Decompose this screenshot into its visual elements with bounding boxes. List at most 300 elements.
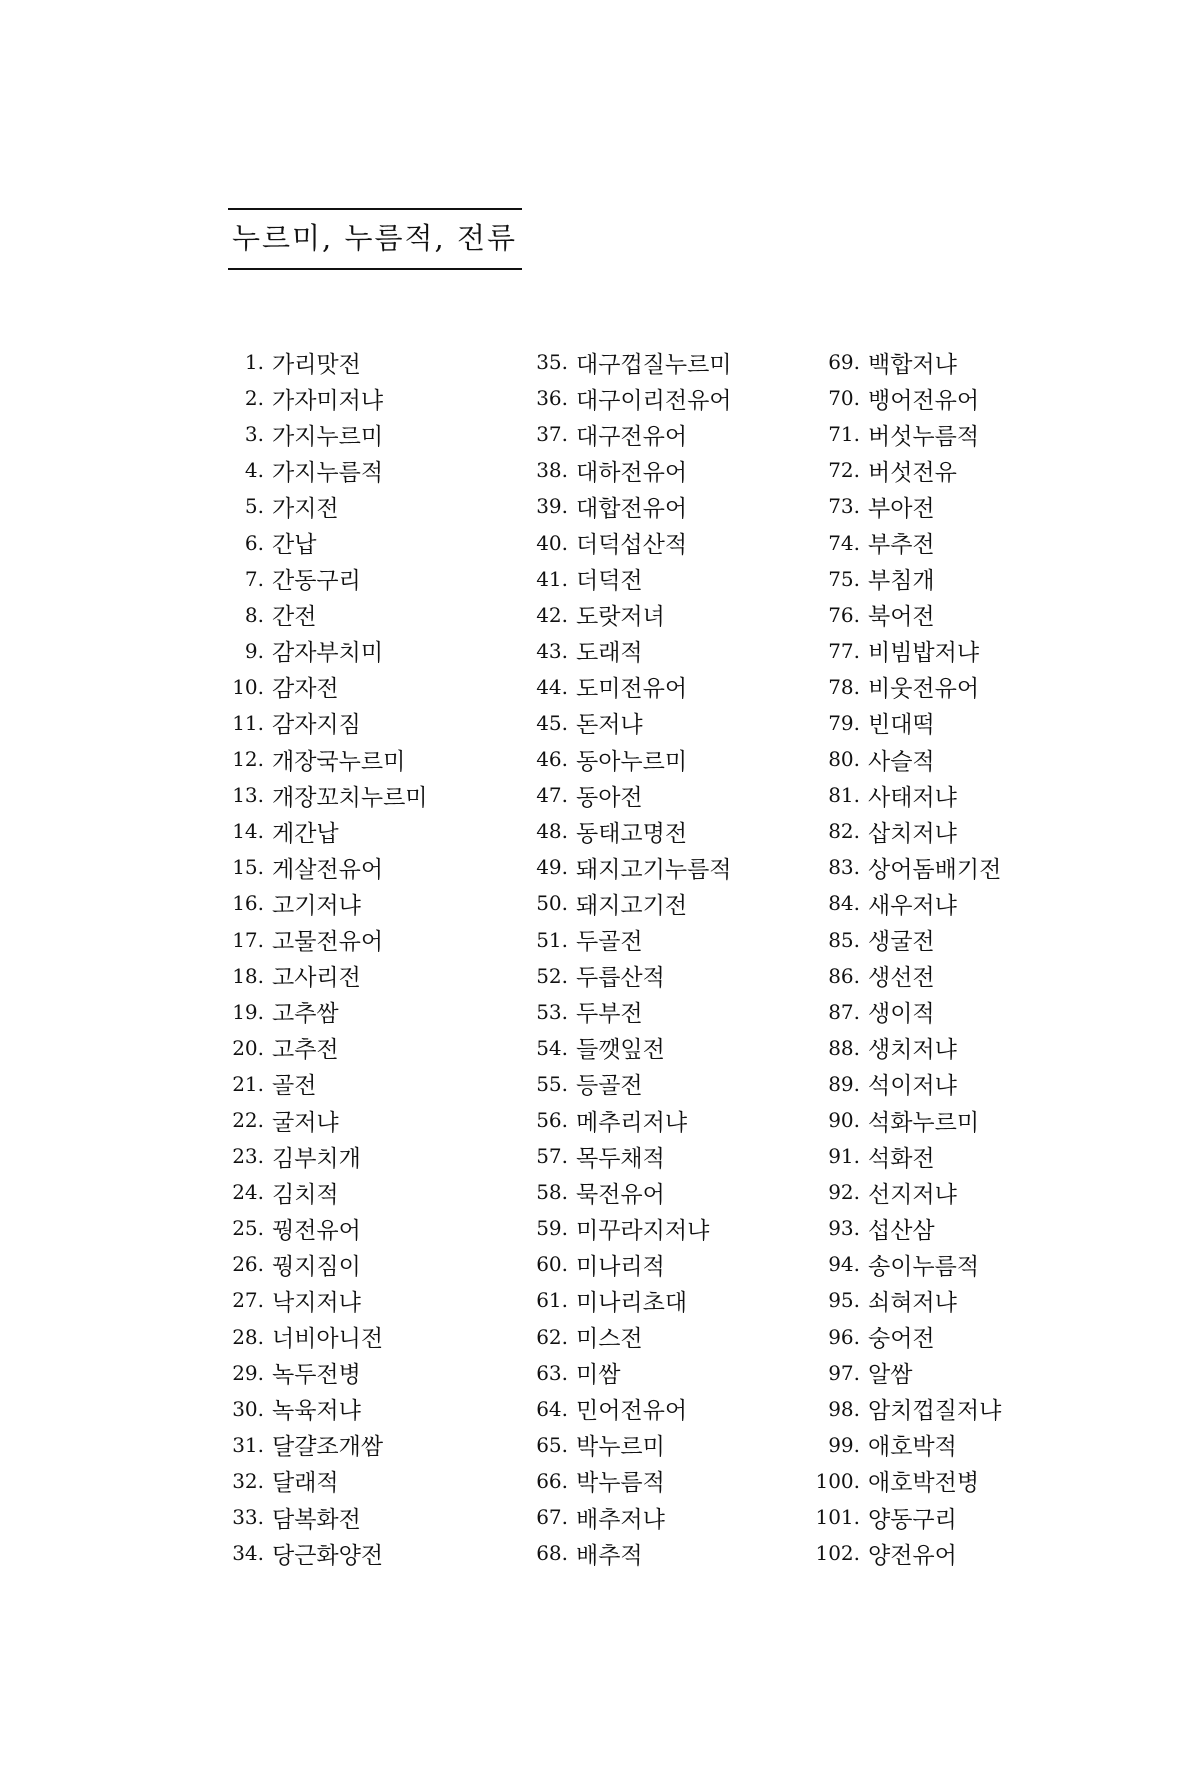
item-name: 배추저냐 [576,1506,665,1533]
item-name: 가리맛전 [272,351,361,378]
item-number: 92. [828,1180,860,1205]
item-name: 생선전 [868,965,935,992]
item-name: 대구껍질누르미 [576,351,732,378]
item-name: 더덕섭산적 [576,532,688,559]
item-number: 2. [244,386,264,411]
item-number: 70. [828,386,860,411]
item-number: 59. [536,1216,568,1241]
item-number: 15. [232,855,264,880]
list-item [508,885,732,921]
item-number: 80. [828,747,860,772]
list-item [800,1282,1001,1318]
item-number: 39. [536,494,568,519]
item-number: 38. [536,458,568,483]
item-name: 양동구리 [868,1506,957,1533]
item-name: 굴저냐 [272,1109,339,1136]
item-number: 102. [815,1541,860,1566]
list-item [508,669,732,705]
item-name: 녹육저냐 [272,1398,361,1425]
item-name: 들깻잎전 [576,1037,665,1064]
list-item [508,705,732,741]
item-name: 생이적 [868,1001,935,1028]
list-item [204,1535,428,1571]
item-name: 당근화양전 [272,1542,384,1569]
item-number: 52. [536,963,568,988]
list-item [508,344,732,380]
item-name: 미나리적 [576,1253,665,1280]
item-number: 68. [536,1541,568,1566]
item-number: 35. [536,350,568,375]
list-item [204,1282,428,1318]
list-item [204,885,428,921]
item-name: 송이누름적 [868,1253,980,1280]
item-number: 81. [828,783,860,808]
item-number: 42. [536,602,568,627]
item-name: 사슬적 [868,748,935,775]
item-name: 새우저냐 [868,892,957,919]
list-item [508,1282,732,1318]
list-item [800,849,1001,885]
item-number: 6. [244,530,264,555]
item-name: 생굴전 [868,929,935,956]
list-item [204,1427,428,1463]
list-item [204,561,428,597]
list-item [204,344,428,380]
item-number: 51. [536,927,568,952]
item-name: 가지누르미 [272,423,384,450]
item-name: 대구이리전유어 [576,387,732,414]
list-item [204,1246,428,1282]
item-number: 48. [536,819,568,844]
item-number: 55. [536,1071,568,1096]
list-item [204,1174,428,1210]
list-item [800,1427,1001,1463]
item-name: 대합전유어 [576,495,688,522]
list-item [204,1499,428,1535]
item-name: 고추전 [272,1037,339,1064]
item-name: 백합저냐 [868,351,957,378]
item-name: 부침개 [868,568,935,595]
list-item [204,524,428,560]
list-item [800,1463,1001,1499]
list-item [204,1102,428,1138]
item-name: 도래적 [576,640,643,667]
item-number: 88. [828,1035,860,1060]
item-name: 도미전유어 [576,676,688,703]
item-name: 부추전 [868,532,935,559]
item-number: 9. [244,638,264,663]
section-title-block [228,208,522,270]
list-item [204,1030,428,1066]
item-name: 애호박전병 [868,1470,980,1497]
item-name: 부아전 [868,495,935,522]
item-number: 40. [536,530,568,555]
list-item [204,958,428,994]
item-number: 66. [536,1468,568,1493]
list-item [204,452,428,488]
list-item [204,741,428,777]
item-name: 미나리초대 [576,1289,688,1316]
item-name: 간전 [272,604,317,631]
item-name: 두골전 [576,929,643,956]
item-number: 53. [536,999,568,1024]
list-item [508,452,732,488]
item-number: 74. [828,530,860,555]
list-column-2 [508,344,732,1571]
item-number: 57. [536,1144,568,1169]
item-number: 87. [828,999,860,1024]
item-name: 달걀조개쌈 [272,1434,384,1461]
item-name: 김부치개 [272,1145,361,1172]
list-item [508,994,732,1030]
item-number: 25. [232,1216,264,1241]
item-name: 묵전유어 [576,1181,665,1208]
list-item [508,1246,732,1282]
list-item [508,922,732,958]
item-name: 배추적 [576,1542,643,1569]
list-column-3 [800,344,1001,1571]
list-item [508,1463,732,1499]
item-number: 95. [828,1288,860,1313]
item-name: 게살전유어 [272,856,384,883]
section-title: 누르미, 누름적, 전류 [232,221,517,255]
item-name: 간동구리 [272,568,361,595]
item-number: 79. [828,710,860,735]
list-item [508,1174,732,1210]
item-number: 44. [536,674,568,699]
item-number: 72. [828,458,860,483]
list-item [508,1210,732,1246]
item-number: 101. [815,1505,860,1530]
list-item [508,380,732,416]
item-name: 감자전 [272,676,339,703]
item-number: 24. [232,1180,264,1205]
item-number: 97. [828,1360,860,1385]
item-name: 미쌈 [576,1362,621,1389]
item-name: 목두채적 [576,1145,665,1172]
list-item [508,849,732,885]
list-item [508,633,732,669]
item-number: 64. [536,1396,568,1421]
item-number: 83. [828,855,860,880]
list-item [800,1030,1001,1066]
item-name: 양전유어 [868,1542,957,1569]
list-item [508,1138,732,1174]
list-item [508,813,732,849]
list-item [508,1030,732,1066]
item-number: 17. [232,927,264,952]
list-item [204,705,428,741]
item-name: 암치껍질저냐 [868,1398,1002,1425]
list-column-1 [204,344,428,1571]
item-number: 5. [244,494,264,519]
list-item [508,1427,732,1463]
item-name: 비빔밥저냐 [868,640,980,667]
item-number: 11. [232,710,264,735]
list-item [800,1499,1001,1535]
item-name: 돼지고기누름적 [576,856,732,883]
list-item [508,1319,732,1355]
item-name: 너비아니전 [272,1326,384,1353]
item-name: 삽치저냐 [868,820,957,847]
item-number: 3. [244,422,264,447]
item-name: 메추리저냐 [576,1109,688,1136]
item-number: 23. [232,1144,264,1169]
item-number: 37. [536,422,568,447]
item-number: 8. [244,602,264,627]
list-item [508,561,732,597]
list-item [508,597,732,633]
item-name: 숭어전 [868,1326,935,1353]
item-name: 감자부치미 [272,640,384,667]
item-name: 선지저냐 [868,1181,957,1208]
item-number: 61. [536,1288,568,1313]
item-name: 빈대떡 [868,712,935,739]
list-item [204,416,428,452]
list-item [508,741,732,777]
list-item [508,1102,732,1138]
list-item [800,524,1001,560]
item-number: 69. [828,350,860,375]
list-item [204,994,428,1030]
item-name: 달래적 [272,1470,339,1497]
list-item [800,885,1001,921]
item-number: 86. [828,963,860,988]
item-number: 14. [232,819,264,844]
item-number: 63. [536,1360,568,1385]
item-name: 돈저냐 [576,712,643,739]
list-item [800,669,1001,705]
item-name: 고사리전 [272,965,361,992]
item-name: 동아누르미 [576,748,688,775]
item-name: 도랏저녀 [576,604,665,631]
list-item [508,488,732,524]
item-number: 71. [828,422,860,447]
list-item [204,1210,428,1246]
item-number: 26. [232,1252,264,1277]
list-item [800,1138,1001,1174]
item-number: 96. [828,1324,860,1349]
item-name: 석이저냐 [868,1073,957,1100]
item-name: 담복화전 [272,1506,361,1533]
list-item [204,922,428,958]
item-name: 동아전 [576,784,643,811]
list-item [800,452,1001,488]
item-number: 58. [536,1180,568,1205]
item-name: 더덕전 [576,568,643,595]
item-number: 99. [828,1432,860,1457]
item-name: 고기저냐 [272,892,361,919]
list-item [204,597,428,633]
item-name: 대구전유어 [576,423,688,450]
list-item [508,958,732,994]
list-item [800,561,1001,597]
item-name: 꿩지짐이 [272,1253,361,1280]
list-item [800,488,1001,524]
item-name: 쇠혀저냐 [868,1289,957,1316]
item-number: 47. [536,783,568,808]
item-number: 82. [828,819,860,844]
item-number: 98. [828,1396,860,1421]
item-name: 미꾸라지저냐 [576,1217,710,1244]
list-item [508,1499,732,1535]
list-item [800,1102,1001,1138]
item-number: 49. [536,855,568,880]
item-number: 100. [815,1468,860,1493]
item-number: 75. [828,566,860,591]
item-name: 골전 [272,1073,317,1100]
item-number: 19. [232,999,264,1024]
list-item [800,1319,1001,1355]
list-item [800,1246,1001,1282]
item-name: 석화전 [868,1145,935,1172]
list-item [204,777,428,813]
item-number: 18. [232,963,264,988]
item-number: 10. [232,674,264,699]
list-item [800,1066,1001,1102]
item-number: 91. [828,1144,860,1169]
item-name: 애호박적 [868,1434,957,1461]
list-item [508,1355,732,1391]
item-number: 28. [232,1324,264,1349]
item-number: 31. [232,1432,264,1457]
list-item [800,741,1001,777]
item-name: 감자지짐 [272,712,361,739]
item-number: 45. [536,710,568,735]
list-item [204,1066,428,1102]
item-name: 알쌈 [868,1362,913,1389]
item-name: 두릅산적 [576,965,665,992]
list-item [204,1391,428,1427]
item-name: 비웃전유어 [868,676,980,703]
item-name: 생치저냐 [868,1037,957,1064]
list-item [800,380,1001,416]
item-number: 93. [828,1216,860,1241]
item-name: 버섯누름적 [868,423,980,450]
item-number: 85. [828,927,860,952]
list-item [204,633,428,669]
list-item [800,344,1001,380]
item-name: 가자미저냐 [272,387,384,414]
item-name: 김치적 [272,1181,339,1208]
item-name: 섭산삼 [868,1217,935,1244]
list-item [508,1391,732,1427]
item-name: 가지누름적 [272,459,384,486]
item-number: 36. [536,386,568,411]
item-number: 29. [232,1360,264,1385]
item-number: 7. [244,566,264,591]
item-number: 27. [232,1288,264,1313]
item-name: 개장국누르미 [272,748,406,775]
item-name: 돼지고기전 [576,892,688,919]
list-item [800,1174,1001,1210]
item-number: 90. [828,1108,860,1133]
list-item [204,849,428,885]
item-number: 73. [828,494,860,519]
list-item [800,1535,1001,1571]
item-name: 등골전 [576,1073,643,1100]
list-item [800,1210,1001,1246]
list-item [800,813,1001,849]
item-name: 민어전유어 [576,1398,688,1425]
item-number: 60. [536,1252,568,1277]
item-number: 56. [536,1108,568,1133]
list-item [204,488,428,524]
item-number: 20. [232,1035,264,1060]
item-name: 녹두전병 [272,1362,361,1389]
item-name: 북어전 [868,604,935,631]
list-item [508,1535,732,1571]
list-item [800,633,1001,669]
item-name: 미스전 [576,1326,643,1353]
item-name: 게간납 [272,820,339,847]
item-name: 두부전 [576,1001,643,1028]
list-item [800,416,1001,452]
item-number: 16. [232,891,264,916]
item-name: 고추쌈 [272,1001,339,1028]
item-number: 78. [828,674,860,699]
item-number: 12. [232,747,264,772]
item-number: 77. [828,638,860,663]
item-number: 32. [232,1468,264,1493]
item-name: 버섯전유 [868,459,957,486]
item-number: 43. [536,638,568,663]
item-number: 33. [232,1505,264,1530]
item-number: 41. [536,566,568,591]
list-item [508,777,732,813]
item-name: 고물전유어 [272,929,384,956]
list-item [508,1066,732,1102]
item-name: 간납 [272,532,317,559]
item-number: 50. [536,891,568,916]
list-item [508,416,732,452]
item-name: 석화누르미 [868,1109,980,1136]
list-item [508,524,732,560]
item-number: 89. [828,1071,860,1096]
list-item [800,597,1001,633]
list-item [204,813,428,849]
item-name: 박누름적 [576,1470,665,1497]
item-name: 동태고명전 [576,820,688,847]
item-name: 꿩전유어 [272,1217,361,1244]
item-number: 76. [828,602,860,627]
item-name: 사태저냐 [868,784,957,811]
item-name: 대하전유어 [576,459,688,486]
list-item [204,1463,428,1499]
item-number: 67. [536,1505,568,1530]
list-item [204,1355,428,1391]
item-name: 박누르미 [576,1434,665,1461]
list-item [800,1355,1001,1391]
item-name: 개장꼬치누르미 [272,784,428,811]
item-number: 62. [536,1324,568,1349]
item-name: 뱅어전유어 [868,387,980,414]
list-item [204,669,428,705]
item-number: 21. [232,1071,264,1096]
item-number: 1. [244,350,264,375]
item-name: 가지전 [272,495,339,522]
item-number: 46. [536,747,568,772]
item-number: 84. [828,891,860,916]
item-name: 상어돔배기전 [868,856,1002,883]
list-item [800,958,1001,994]
list-item [800,705,1001,741]
item-number: 13. [232,783,264,808]
list-item [204,380,428,416]
list-item [800,777,1001,813]
item-number: 65. [536,1432,568,1457]
list-item [204,1138,428,1174]
